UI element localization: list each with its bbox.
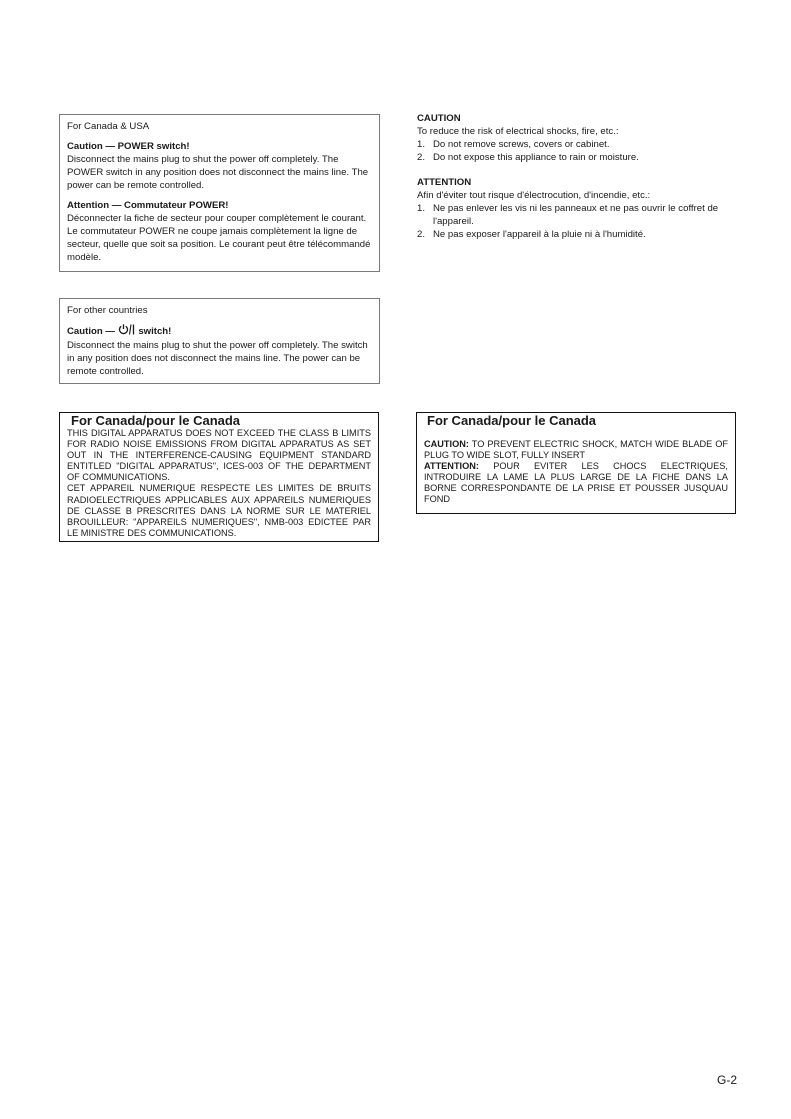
notice-heading: For Canada/pour le Canada	[71, 413, 241, 428]
attention-notice	[424, 461, 728, 505]
caution-prefix: Caution —	[67, 326, 115, 337]
other-countries-power-notice	[59, 298, 380, 384]
notice-region-heading: For other countries	[67, 305, 148, 316]
caution-text: Disconnect the mains plug to shut the power off completely. The POWER switch in any position does not disconnect the mains line. The power can be remote controlled.	[67, 154, 369, 191]
canada-usa-power-notice	[59, 114, 380, 272]
caution-text: Disconnect the mains plug to shut the power off completely. The switch in any position does not disconnect the mains line. The power can be remote controlled.	[67, 340, 368, 377]
caution-notice	[424, 439, 728, 461]
caution-title: Caution — POWER switch!	[67, 141, 190, 152]
notice-region-heading: For Canada & USA	[67, 121, 150, 132]
caution-list	[417, 138, 739, 164]
caution-heading: CAUTION	[417, 113, 461, 124]
notice-heading: For Canada/pour le Canada	[427, 413, 597, 428]
attention-list	[417, 202, 739, 241]
attention-heading: ATTENTION	[417, 177, 472, 188]
page-number: G-2	[716, 1073, 737, 1087]
notice-text-french: CET APPAREIL NUMERIQUE RESPECTE LES LIMITES DE BRUITS RADIOELECTRIQUES APPLICABLES AUX APPAREILS NUMERIQUES DE CLASSE B PRESCRITES DANS LA NORME SUR LE MATERIEL BROUILLEUR: "APPAREILS NUMERIQUES", NMB-003 EDICTEE PAR LE MINISTRE DES COMMUNICATIONS.	[67, 483, 371, 538]
list-item: 1. Ne pas enlever les vis ni les panneaux et ne pas ouvrir le coffret de l'appareil.	[417, 203, 719, 227]
standby-power-icon	[118, 324, 136, 339]
caution-label: CAUTION:	[424, 439, 469, 449]
attention-intro: Afin d'éviter tout risque d'électrocution, d'incendie, etc.:	[417, 190, 651, 201]
list-item: 1. Do not remove screws, covers or cabinet.	[417, 139, 610, 150]
caution-title	[67, 324, 371, 339]
attention-label: ATTENTION:	[424, 461, 479, 472]
list-item: 2. Do not expose this appliance to rain or moisture.	[417, 152, 639, 163]
canada-plug-notice	[416, 412, 736, 514]
caution-intro: To reduce the risk of electrical shocks, fire, etc.:	[417, 126, 619, 137]
attention-text: POUR EVITER LES CHOCS ELECTRIQUES, INTRODUIRE LA LAME LA PLUS LARGE DE LA FICHE DANS LA BORNE CORRESPONDANTE DE LA PRISE ET POUSSER JUSQUAU FOND	[424, 461, 728, 505]
attention-title: Attention — Commutateur POWER!	[67, 200, 229, 211]
canada-digital-apparatus-notice	[59, 412, 379, 542]
safety-warnings	[417, 112, 739, 241]
list-item: 2. Ne pas exposer l'appareil à la pluie ni à l'humidité.	[417, 229, 646, 240]
caution-suffix: switch!	[138, 326, 172, 337]
attention-text: Déconnecter la fiche de secteur pour couper complètement le courant. Le commutateur POWER ne coupe jamais complètement la ligne de secteur, quelle que soit sa position. Le courant peut être télécommandé modèle.	[67, 213, 371, 263]
caution-text: TO PREVENT ELECTRIC SHOCK, MATCH WIDE BLADE OF PLUG TO WIDE SLOT, FULLY INSERT	[424, 439, 728, 461]
notice-text-english: THIS DIGITAL APPARATUS DOES NOT EXCEED THE CLASS B LIMITS FOR RADIO NOISE EMISSIONS FROM DIGITAL APPARATUS AS SET OUT IN THE INTERFERENCE-CAUSING EQUIPMENT STANDARD ENTITLED "DIGITAL APPARATUS", ICES-003 OF THE DEPARTMENT OF COMMUNICATIONS.	[67, 428, 371, 483]
